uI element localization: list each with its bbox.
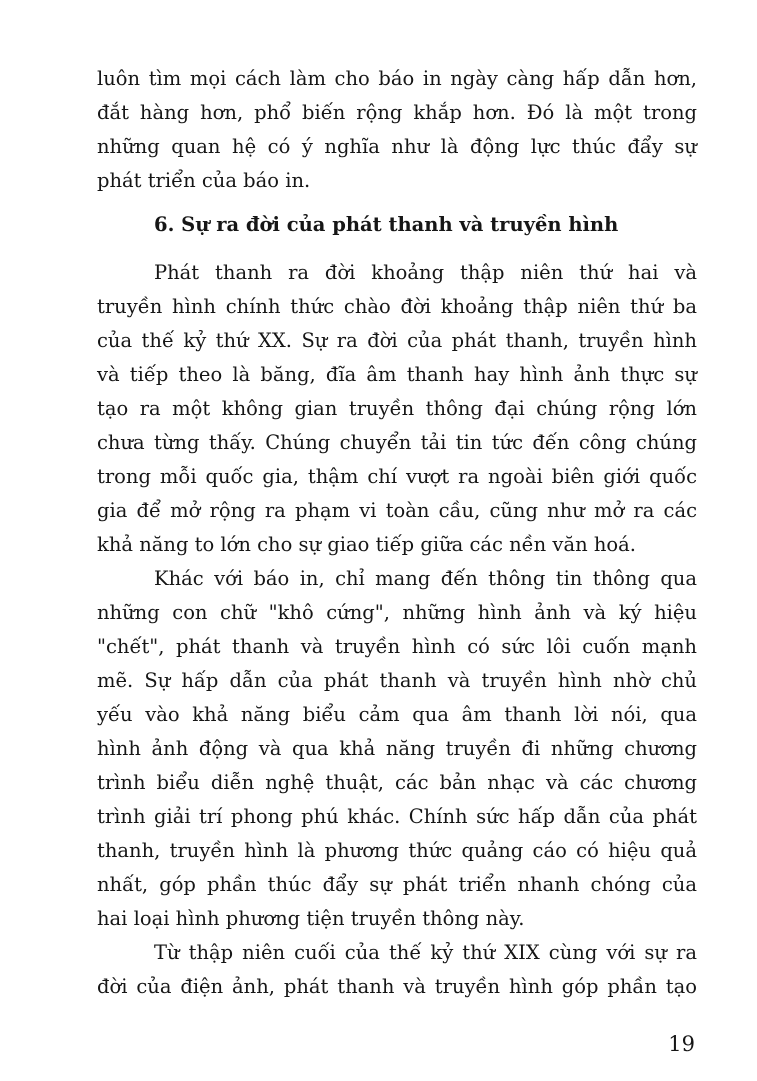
text-line: "chết", phát thanh và truyền hình có sức lôi cuốn mạnh: [97, 635, 697, 658]
text-line: gia để mở rộng ra phạm vi toàn cầu, cũng như mở ra các: [97, 499, 697, 522]
text-line: mẽ. Sự hấp dẫn của phát thanh và truyền hình nhờ chủ: [97, 669, 697, 692]
text-line: những quan hệ có ý nghĩa như là động lực thúc đẩy sự: [97, 135, 697, 158]
text-line: hình ảnh động và qua khả năng truyền đi những chương: [97, 737, 697, 760]
text-line: phát triển của báo in.: [97, 169, 311, 192]
text-line: trong mỗi quốc gia, thậm chí vượt ra ngoài biên giới quốc: [97, 465, 697, 488]
text-line: đắt hàng hơn, phổ biến rộng khắp hơn. Đó là một trong: [97, 101, 697, 124]
section-heading: 6. Sự ra đời của phát thanh và truyền hình: [154, 213, 619, 236]
text-line: đời của điện ảnh, phát thanh và truyền hình góp phần tạo: [97, 975, 697, 998]
text-line: tạo ra một không gian truyền thông đại chúng rộng lớn: [97, 397, 697, 420]
text-line: Khác với báo in, chỉ mang đến thông tin thông qua: [154, 567, 697, 590]
text-line: Từ thập niên cuối của thế kỷ thứ XIX cùng với sự ra: [154, 941, 697, 964]
text-line: những con chữ "khô cứng", những hình ảnh và ký hiệu: [97, 601, 697, 624]
text-line: trình giải trí phong phú khác. Chính sức hấp dẫn của phát: [97, 805, 697, 828]
text-line: của thế kỷ thứ XX. Sự ra đời của phát thanh, truyền hình: [97, 329, 697, 352]
text-line: Phát thanh ra đời khoảng thập niên thứ hai và: [154, 261, 697, 284]
text-line: khả năng to lớn cho sự giao tiếp giữa các nền văn hoá.: [97, 533, 636, 556]
text-line: trình biểu diễn nghệ thuật, các bản nhạc và các chương: [97, 771, 697, 794]
text-line: thanh, truyền hình là phương thức quảng cáo có hiệu quả: [97, 839, 697, 862]
text-line: truyền hình chính thức chào đời khoảng thập niên thứ ba: [97, 295, 697, 318]
text-line: và tiếp theo là băng, đĩa âm thanh hay hình ảnh thực sự: [97, 363, 697, 386]
text-line: luôn tìm mọi cách làm cho báo in ngày càng hấp dẫn hơn,: [97, 67, 697, 90]
text-line: yếu vào khả năng biểu cảm qua âm thanh lời nói, qua: [97, 703, 697, 726]
page-number: 19: [668, 1032, 695, 1056]
text-line: nhất, góp phần thúc đẩy sự phát triển nhanh chóng của: [97, 873, 697, 896]
text-line: hai loại hình phương tiện truyền thông này.: [97, 907, 525, 930]
text-line: chưa từng thấy. Chúng chuyển tải tin tức đến công chúng: [97, 431, 697, 454]
